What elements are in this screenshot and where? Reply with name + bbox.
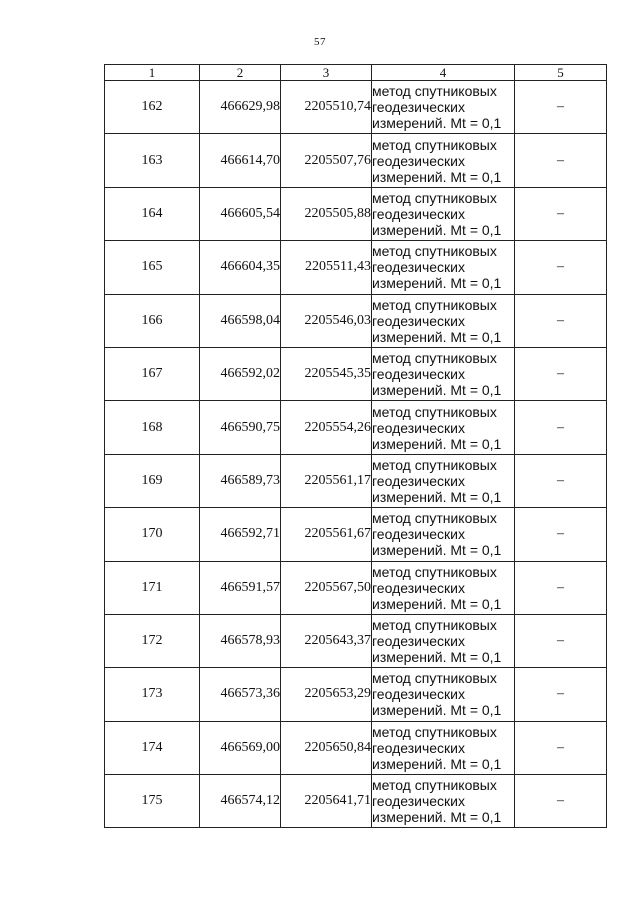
table-row xyxy=(105,187,607,240)
method-line-2: геодезических xyxy=(372,205,465,222)
x-coordinate-cell: 466589,73 xyxy=(200,454,281,507)
x-coordinate-cell: 466605,54 xyxy=(200,187,281,240)
method-line-2: геодезических xyxy=(372,579,465,596)
header-col-1: 1 xyxy=(105,65,200,81)
method-line-3: измерений. Mt = 0,1 xyxy=(372,382,502,399)
table-row xyxy=(105,508,607,561)
x-coordinate-cell: 466573,36 xyxy=(200,668,281,721)
method-line-3: измерений. Mt = 0,1 xyxy=(372,649,502,666)
table-row xyxy=(105,775,607,828)
point-number-cell: 165 xyxy=(105,241,200,294)
point-number-cell: 171 xyxy=(105,561,200,614)
method-cell xyxy=(372,508,515,561)
method-line-2: геодезических xyxy=(372,793,465,810)
x-coordinate-cell: 466578,93 xyxy=(200,614,281,667)
method-line-3: измерений. Mt = 0,1 xyxy=(372,115,502,132)
point-number-cell: 163 xyxy=(105,134,200,187)
method-cell xyxy=(372,294,515,347)
note-cell: – xyxy=(515,721,607,774)
coordinates-table xyxy=(104,64,607,828)
header-row xyxy=(105,65,607,81)
method-line-2: геодезических xyxy=(372,312,465,329)
point-number-cell: 168 xyxy=(105,401,200,454)
method-line-1: метод спутниковых xyxy=(372,670,497,687)
x-coordinate-cell: 466574,12 xyxy=(200,775,281,828)
note-cell: – xyxy=(515,241,607,294)
table-row xyxy=(105,561,607,614)
method-line-3: измерений. Mt = 0,1 xyxy=(372,809,502,826)
method-line-2: геодезических xyxy=(372,739,465,756)
method-cell xyxy=(372,347,515,400)
method-line-1: метод спутниковых xyxy=(372,510,497,527)
y-coordinate-cell: 2205510,74 xyxy=(281,81,372,134)
method-line-2: геодезических xyxy=(372,686,465,703)
table-row xyxy=(105,401,607,454)
method-line-2: геодезических xyxy=(372,99,465,116)
x-coordinate-cell: 466629,98 xyxy=(200,81,281,134)
method-line-1: метод спутниковых xyxy=(372,456,497,473)
y-coordinate-cell: 2205641,71 xyxy=(281,775,372,828)
table-row xyxy=(105,347,607,400)
method-line-3: измерений. Mt = 0,1 xyxy=(372,328,502,345)
y-coordinate-cell: 2205643,37 xyxy=(281,614,372,667)
method-line-3: измерений. Mt = 0,1 xyxy=(372,702,502,719)
method-line-2: геодезических xyxy=(372,472,465,489)
method-cell xyxy=(372,241,515,294)
method-line-1: метод спутниковых xyxy=(372,83,497,100)
note-cell: – xyxy=(515,134,607,187)
point-number-cell: 175 xyxy=(105,775,200,828)
y-coordinate-cell: 2205650,84 xyxy=(281,721,372,774)
method-line-3: измерений. Mt = 0,1 xyxy=(372,542,502,559)
method-cell xyxy=(372,401,515,454)
method-line-2: геодезических xyxy=(372,152,465,169)
method-line-1: метод спутниковых xyxy=(372,563,497,580)
method-line-3: измерений. Mt = 0,1 xyxy=(372,488,502,505)
method-cell xyxy=(372,721,515,774)
x-coordinate-cell: 466604,35 xyxy=(200,241,281,294)
y-coordinate-cell: 2205545,35 xyxy=(281,347,372,400)
method-line-3: измерений. Mt = 0,1 xyxy=(372,435,502,452)
x-coordinate-cell: 466591,57 xyxy=(200,561,281,614)
y-coordinate-cell: 2205554,26 xyxy=(281,401,372,454)
method-line-3: измерений. Mt = 0,1 xyxy=(372,221,502,238)
method-line-2: геодезических xyxy=(372,259,465,276)
x-coordinate-cell: 466614,70 xyxy=(200,134,281,187)
note-cell: – xyxy=(515,454,607,507)
method-cell xyxy=(372,775,515,828)
y-coordinate-cell: 2205511,43 xyxy=(281,241,372,294)
header-col-5: 5 xyxy=(515,65,607,81)
y-coordinate-cell: 2205505,88 xyxy=(281,187,372,240)
point-number-cell: 169 xyxy=(105,454,200,507)
table-header xyxy=(105,65,607,81)
note-cell: – xyxy=(515,775,607,828)
table-row xyxy=(105,614,607,667)
note-cell: – xyxy=(515,294,607,347)
method-line-2: геодезических xyxy=(372,633,465,650)
header-col-2: 2 xyxy=(200,65,281,81)
method-line-3: измерений. Mt = 0,1 xyxy=(372,168,502,185)
table-row xyxy=(105,241,607,294)
point-number-cell: 173 xyxy=(105,668,200,721)
note-cell: – xyxy=(515,508,607,561)
y-coordinate-cell: 2205561,17 xyxy=(281,454,372,507)
method-line-2: геодезических xyxy=(372,419,465,436)
table-row xyxy=(105,721,607,774)
x-coordinate-cell: 466592,02 xyxy=(200,347,281,400)
x-coordinate-cell: 466590,75 xyxy=(200,401,281,454)
y-coordinate-cell: 2205546,03 xyxy=(281,294,372,347)
page-number: 57 xyxy=(314,36,326,48)
method-line-3: измерений. Mt = 0,1 xyxy=(372,755,502,772)
point-number-cell: 166 xyxy=(105,294,200,347)
table-row xyxy=(105,134,607,187)
x-coordinate-cell: 466598,04 xyxy=(200,294,281,347)
header-col-3: 3 xyxy=(281,65,372,81)
method-line-3: измерений. Mt = 0,1 xyxy=(372,275,502,292)
table-body xyxy=(105,81,607,828)
table-row xyxy=(105,294,607,347)
method-line-1: метод спутниковых xyxy=(372,296,497,313)
method-line-1: метод спутниковых xyxy=(372,136,497,153)
method-cell xyxy=(372,614,515,667)
note-cell: – xyxy=(515,614,607,667)
point-number-cell: 172 xyxy=(105,614,200,667)
point-number-cell: 167 xyxy=(105,347,200,400)
y-coordinate-cell: 2205653,29 xyxy=(281,668,372,721)
x-coordinate-cell: 466569,00 xyxy=(200,721,281,774)
point-number-cell: 174 xyxy=(105,721,200,774)
method-line-1: метод спутниковых xyxy=(372,403,497,420)
method-line-1: метод спутниковых xyxy=(372,723,497,740)
method-line-1: метод спутниковых xyxy=(372,189,497,206)
method-line-3: измерений. Mt = 0,1 xyxy=(372,595,502,612)
point-number-cell: 164 xyxy=(105,187,200,240)
table-row xyxy=(105,668,607,721)
method-line-2: геодезических xyxy=(372,366,465,383)
method-cell xyxy=(372,81,515,134)
point-number-cell: 162 xyxy=(105,81,200,134)
method-cell xyxy=(372,134,515,187)
point-number-cell: 170 xyxy=(105,508,200,561)
note-cell: – xyxy=(515,187,607,240)
method-line-1: метод спутниковых xyxy=(372,777,497,794)
x-coordinate-cell: 466592,71 xyxy=(200,508,281,561)
method-cell xyxy=(372,454,515,507)
note-cell: – xyxy=(515,401,607,454)
method-cell xyxy=(372,561,515,614)
y-coordinate-cell: 2205507,76 xyxy=(281,134,372,187)
note-cell: – xyxy=(515,561,607,614)
method-line-1: метод спутниковых xyxy=(372,243,497,260)
note-cell: – xyxy=(515,668,607,721)
note-cell: – xyxy=(515,81,607,134)
method-cell xyxy=(372,187,515,240)
table-row xyxy=(105,81,607,134)
note-cell: – xyxy=(515,347,607,400)
method-line-1: метод спутниковых xyxy=(372,617,497,634)
method-line-1: метод спутниковых xyxy=(372,350,497,367)
method-cell xyxy=(372,668,515,721)
method-line-2: геодезических xyxy=(372,526,465,543)
y-coordinate-cell: 2205561,67 xyxy=(281,508,372,561)
y-coordinate-cell: 2205567,50 xyxy=(281,561,372,614)
header-col-4: 4 xyxy=(372,65,515,81)
table-row xyxy=(105,454,607,507)
